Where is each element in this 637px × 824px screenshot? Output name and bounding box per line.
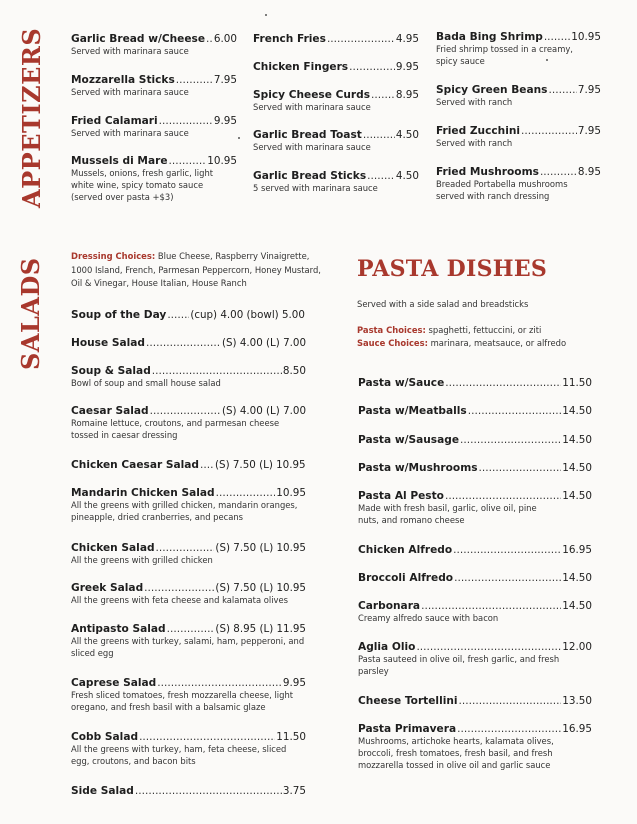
menu-item: Pasta w/Mushrooms ..... 14.50 xyxy=(358,462,592,474)
menu-item: Fried Mushrooms ..... 8.95 Breaded Portabella mushrooms served with ranch dressing xyxy=(436,166,601,203)
menu-item: Pasta Primavera ..... 16.95 Mushrooms, artichoke hearts, kalamata olives, broccoli, fresh tomatoes, fresh basil, and fresh mozzarella tossed in olive oil and garlic sauce xyxy=(358,723,592,771)
pasta-choices xyxy=(357,324,541,337)
menu-item: Chicken Alfredo ..... 16.95 xyxy=(358,544,592,556)
menu-item: Pasta Al Pesto ..... 14.50 Made with fresh basil, garlic, olive oil, pine nuts, and romano cheese xyxy=(358,490,592,527)
scan-speck xyxy=(238,137,240,139)
pasta-choices-text: spaghetti, fettuccini, or ziti xyxy=(428,325,542,335)
menu-item: Caprese Salad ..... 9.95 Fresh sliced tomatoes, fresh mozzarella cheese, light oregano, and fresh basil with a balsamic glaze xyxy=(71,677,306,714)
menu-item: Carbonara ..... 14.50 Creamy alfredo sauce with bacon xyxy=(358,600,592,625)
menu-item: Chicken Fingers ..... 9.95 xyxy=(253,61,419,73)
menu-item: Cobb Salad ..... 11.50 All the greens with turkey, ham, feta cheese, sliced egg, croutons, and bacon bits xyxy=(71,731,306,768)
menu-item: House Salad ..... (S) 4.00 (L) 7.00 xyxy=(71,337,306,349)
menu-item: Pasta w/Sauce ..... 11.50 xyxy=(358,377,592,389)
pasta-choices-label: Pasta Choices: xyxy=(357,325,426,335)
menu-item: French Fries ..... 4.95 xyxy=(253,33,419,45)
menu-item: Pasta w/Meatballs ..... 14.50 xyxy=(358,405,592,417)
pasta-title: PASTA DISHES xyxy=(357,256,548,282)
menu-item: Cheese Tortellini ..... 13.50 xyxy=(358,695,592,707)
menu-item: Antipasto Salad ..... (S) 8.95 (L) 11.95 All the greens with turkey, salami, ham, pepperoni, and sliced egg xyxy=(71,623,306,660)
menu-item: Soup & Salad ..... 8.50 Bowl of soup and small house salad xyxy=(71,365,306,390)
menu-item: Aglia Olio ..... 12.00 Pasta sauteed in olive oil, fresh garlic, and fresh parsley xyxy=(358,641,592,678)
menu-item: Chicken Salad ..... (S) 7.50 (L) 10.95 All the greens with grilled chicken xyxy=(71,542,306,567)
menu-item: Mandarin Chicken Salad ..... 10.95 All the greens with grilled chicken, mandarin oranges, pineapple, dried cranberries, and pecans xyxy=(71,487,306,524)
menu-item: Garlic Bread Toast ..... 4.50 Served with marinara sauce xyxy=(253,129,419,154)
menu-item: Pasta w/Sausage ..... 14.50 xyxy=(358,434,592,446)
appetizers-title: APPETIZERS xyxy=(17,27,46,208)
menu-item: Mussels di Mare ..... 10.95 Mussels, onions, fresh garlic, light white wine, spicy tomato sauce (served over pasta +$3) xyxy=(71,155,237,203)
scan-speck xyxy=(546,59,548,61)
menu-item: Chicken Caesar Salad ..... (S) 7.50 (L) 10.95 xyxy=(71,459,306,471)
menu-item: Caesar Salad ..... (S) 4.00 (L) 7.00 Romaine lettuce, croutons, and parmesan cheese tossed in caesar dressing xyxy=(71,405,306,442)
menu-item: Broccoli Alfredo ..... 14.50 xyxy=(358,572,592,584)
menu-item: Spicy Cheese Curds ..... 8.95 Served with marinara sauce xyxy=(253,89,419,114)
menu-item: Garlic Bread w/Cheese ..... 6.00 Served with marinara sauce xyxy=(71,33,237,58)
menu-item: Soup of the Day ..... (cup) 4.00 (bowl) 5.00 xyxy=(71,309,306,321)
dressing-choices-label: Dressing Choices: xyxy=(71,251,156,261)
menu-item: Bada Bing Shrimp ..... 10.95 Fried shrimp tossed in a creamy, spicy sauce xyxy=(436,31,601,68)
salads-title: SALADS xyxy=(16,257,45,370)
menu-item: Greek Salad ..... (S) 7.50 (L) 10.95 All the greens with feta cheese and kalamata olives xyxy=(71,582,306,607)
sauce-choices xyxy=(357,337,566,350)
menu-item: Side Salad ..... 3.75 xyxy=(71,785,306,797)
menu-item: Fried Calamari ..... 9.95 Served with marinara sauce xyxy=(71,115,237,140)
menu-item: Garlic Bread Sticks ..... 4.50 5 served with marinara sauce xyxy=(253,170,419,195)
dressing-choices-text: Blue Cheese, Raspberry Vinaigrette, 1000 Island, French, Parmesan Peppercorn, Honey Mustard, Oil & Vinegar, House Italian, House Ranch xyxy=(71,251,321,288)
scan-speck xyxy=(265,14,267,16)
sauce-choices-text: marinara, meatsauce, or alfredo xyxy=(430,338,567,348)
sauce-choices-label: Sauce Choices: xyxy=(357,338,428,348)
menu-item: Spicy Green Beans ..... 7.95 Served with ranch xyxy=(436,84,601,109)
pasta-intro: Served with a side salad and breadsticks xyxy=(357,299,529,309)
menu-item: Fried Zucchini ..... 7.95 Served with ranch xyxy=(436,125,601,150)
dressing-choices xyxy=(71,250,333,291)
menu-item: Mozzarella Sticks ..... 7.95 Served with marinara sauce xyxy=(71,74,237,99)
